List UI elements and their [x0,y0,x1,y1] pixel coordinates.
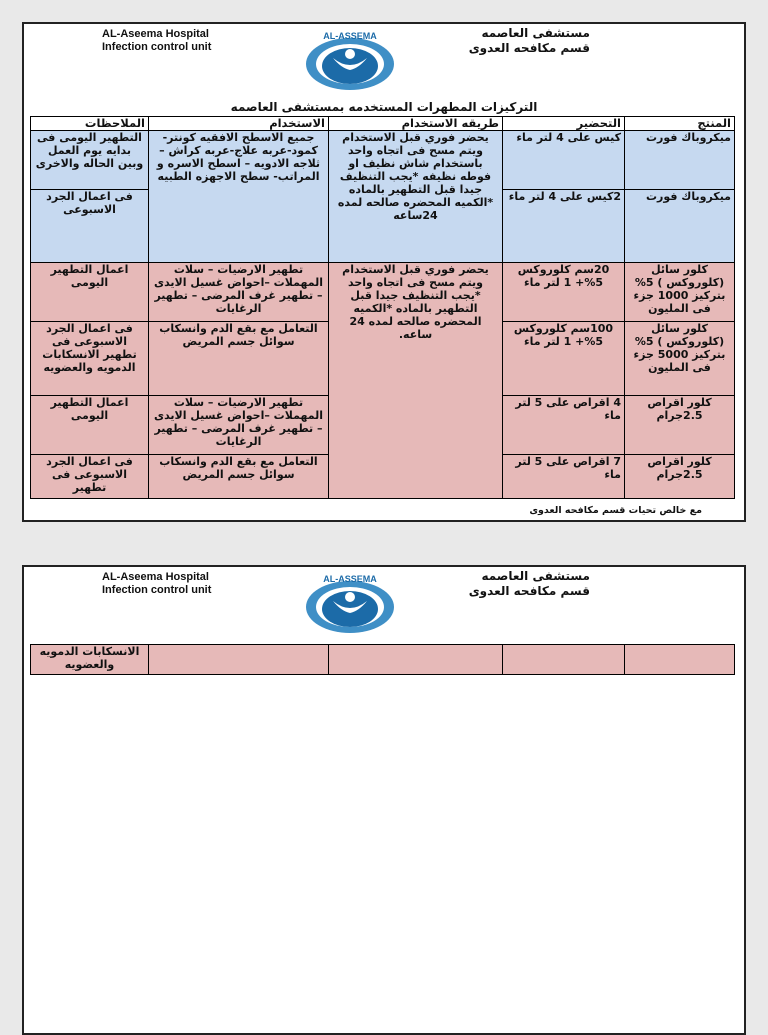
cell-usage: التعامل مع بقع الدم وانسكاب سوائل جسم المريض [149,455,329,499]
hospital-name-ar: مستشفى العاصمه [481,26,590,40]
col-notes: الملاحظات [31,117,149,131]
svg-text:AL-ASSEMA: AL-ASSEMA [323,574,377,584]
hospital-logo [303,28,397,92]
cell-prep: 100سم كلوروكس 5%+ 1 لتر ماء [503,322,625,396]
table-title: التركيزات المطهرات المستخدمه بمستشفى العاصمه [230,100,538,114]
cell-prep [503,645,625,675]
disinfectant-table [30,116,735,499]
cell-prep: 4 اقراص على 5 لتر ماء [503,396,625,455]
hospital-name-ar: مستشفى العاصمه [481,569,590,583]
disinfectant-table-continued [30,644,735,675]
unit-name-en: Infection control unit [102,41,212,53]
cell-product: كلور سائل (كلوروكس ) 5% بتركيز 5000 جزء فى المليون [625,322,735,396]
cell-usage: جميع الاسطح الافقيه كونتر- كمود-عربه علاج-عربه كراش –ثلاجه الادويه – اسطح الاسره و المراتب- سطح الاجهزه الطبيه [149,131,329,263]
cell-notes: التطهير اليومى فى بدايه يوم العمل وبين الحاله والاخرى [31,131,149,190]
cell-notes: اعمال التطهير اليومى [31,396,149,455]
svg-text:AL-ASSEMA: AL-ASSEMA [323,31,377,41]
cell-product: ميكروباك فورت [625,190,735,263]
table-row [31,645,735,675]
table-row [31,131,735,190]
footer-note: مع خالص تحيات قسم مكافحه العدوى [529,505,702,516]
cell-prep: 7 اقراص على 5 لتر ماء [503,455,625,499]
cell-notes: فى اعمال الجرد الاسبوعى فى تطهير [31,455,149,499]
unit-name-en: Infection control unit [102,584,212,596]
col-prep: التحضير [503,117,625,131]
col-usage: الاستخدام [149,117,329,131]
cell-product [625,645,735,675]
cell-notes: فى اعمال الجرد الاسبوعى فى تطهير الانسكابات الدمويه والعضويه [31,322,149,396]
cell-usage [149,645,329,675]
header-english [102,28,211,54]
cell-method: يحضر فوري قبل الاستخدام ويتم مسح فى اتجاه واحد باستخدام شاش نظيف او فوطه نظيفه *يجب التنظيف جيدا قبل التطهير بالماده *الكميه المحضره صالحه لمده 24ساعه [329,131,503,263]
col-method: طريقه الاستخدام [329,117,503,131]
cell-method: يحضر فوري قبل الاستخدام ويتم مسح فى اتجاه واحد *يجب التنظيف جيدا قبل التطهير بالماده *الكميه المحضره صالحه لمده 24 ساعه. [329,263,503,499]
document-page-1 [22,22,746,522]
cell-prep: 20سم كلوروكس 5%+ 1 لتر ماء [503,263,625,322]
cell-notes: الانسكابات الدمويه والعضويه [31,645,149,675]
hospital-name-en: AL-Aseema Hospital [102,571,209,583]
cell-prep: 2كيس على 4 لتر ماء [503,190,625,263]
hospital-name-en: AL-Aseema Hospital [102,28,209,40]
unit-name-ar: قسم مكافحه العدوى [468,584,590,598]
cell-notes: اعمال التطهير اليومى [31,263,149,322]
unit-name-ar: قسم مكافحه العدوى [468,41,590,55]
hospital-logo [303,571,397,635]
header-arabic [469,26,590,56]
cell-product: كلور اقراص 2.5جرام [625,455,735,499]
cell-product: كلور سائل (كلوروكس ) 5% بتركيز 1000 جزء فى المليون [625,263,735,322]
table-row [31,263,735,322]
header-arabic [469,569,590,599]
cell-prep: كيس على 4 لتر ماء [503,131,625,190]
document-page-2 [22,565,746,1035]
cell-usage: التعامل مع بقع الدم وانسكاب سوائل جسم المريض [149,322,329,396]
header-english [102,571,211,597]
cell-method [329,645,503,675]
cell-usage: تطهير الارضيات – سلات المهملات –احواض غسيل الايدى – تطهير غرف المرضى – تطهير الرغايات [149,263,329,322]
col-product: المنتج [625,117,735,131]
cell-usage: تطهير الارضيات – سلات المهملات –احواض غسيل الايدى – تطهير غرف المرضى – تطهير الرغايات [149,396,329,455]
table-header-row [31,117,735,131]
cell-product: ميكروباك فورت [625,131,735,190]
cell-product: كلور اقراص 2.5جرام [625,396,735,455]
cell-notes: فى اعمال الجرد الاسبوعى [31,190,149,263]
